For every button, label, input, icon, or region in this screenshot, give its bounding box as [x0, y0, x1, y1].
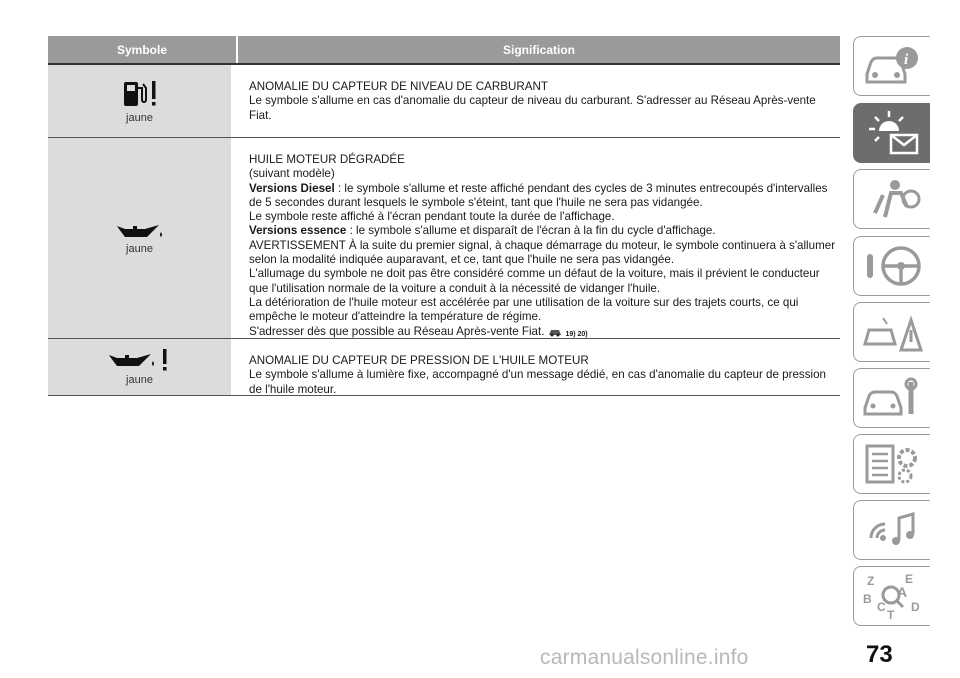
warning-text-3: La détérioration de l'huile moteur est accélérée par une utilisation de la voiture sur des trajets courts, ce qui empêche le moteur d'atteindre la température de régime.: [249, 295, 799, 324]
svg-text:i: i: [904, 52, 909, 68]
tab-maintenance[interactable]: [853, 368, 930, 428]
color-label: jaune: [126, 374, 153, 386]
row-text: Le symbole s'allume en cas d'anomalie du capteur de niveau du carburant. S'adresser au Réseau Après-vente Fiat.: [249, 94, 816, 122]
tab-multimedia[interactable]: [853, 500, 930, 560]
row-title: ANOMALIE DU CAPTEUR DE NIVEAU DE CARBURANT: [249, 80, 548, 93]
index-letter: B: [863, 592, 872, 606]
color-label: jaune: [126, 112, 153, 124]
index-letter: C: [877, 600, 886, 614]
steering-wheel-icon: [861, 244, 923, 288]
index-letter: D: [911, 600, 920, 614]
tab-driving[interactable]: [853, 236, 930, 296]
index-letter: A: [897, 584, 908, 600]
contact-text: S'adresser dès que possible au Réseau Après-vente Fiat.: [249, 324, 545, 338]
table-row: [48, 65, 840, 138]
row-subtitle: (suivant modèle): [249, 167, 335, 181]
meaning-cell: [236, 65, 840, 137]
watermark: carmanualsonline.info: [540, 646, 749, 669]
symbol-cell: [48, 339, 231, 395]
color-label: jaune: [126, 243, 153, 255]
accident-warning-icon: [861, 310, 923, 354]
tab-safety[interactable]: [853, 169, 930, 229]
airbag-seat-icon: [861, 177, 923, 221]
multimedia-icon: [861, 508, 923, 552]
meaning-cell: [236, 339, 840, 395]
warning-lights-table: [48, 36, 840, 396]
table-row: [48, 339, 840, 396]
car-wrench-icon: [861, 376, 923, 420]
symbol-cell: [48, 65, 231, 137]
warning-text: AVERTISSEMENT À la suite du premier signal, à chaque démarrage du moteur, le symbole continuera à s'allumer selon la modalité indiquée auparavant, et ce, tant que l'huile ne sera pas vidangée.: [249, 238, 836, 267]
essence-paragraph: [249, 224, 840, 238]
header-symbol: Symbole: [116, 42, 167, 57]
warning-light-message-icon: [861, 109, 923, 157]
symbol-cell: [48, 138, 231, 338]
warning-text-2: L'allumage du symbole ne doit pas être considéré comme un défaut de la voiture, mais il prévient le conducteur que l'utilisation normale de la voiture a conduit à la nécessité de vidanger l'huile.: [249, 267, 820, 295]
essence-label: Versions essence: [249, 224, 347, 238]
fuel-pump-warning-icon: [120, 78, 160, 110]
car-warning-icon: [548, 325, 562, 337]
tab-car-info[interactable]: [853, 36, 930, 96]
row-title: ANOMALIE DU CAPTEUR DE PRESSION DE L'HUILE MOTEUR: [249, 354, 589, 367]
table-header: [48, 36, 840, 65]
index-letter: E: [905, 572, 914, 586]
row-title: HUILE MOTEUR DÉGRADÉE: [249, 153, 405, 166]
essence-text: : le symbole s'allume et disparaît de l'écran à la fin du cycle d'affichage.: [349, 224, 716, 238]
car-info-icon: [861, 44, 923, 88]
index-letter: Z: [867, 574, 875, 588]
footnote-refs: 19) 20): [565, 330, 588, 338]
header-meaning: Signification: [236, 36, 840, 63]
diesel-paragraph: [249, 182, 840, 211]
diesel-label: Versions Diesel: [249, 181, 335, 195]
table-row: [48, 138, 840, 339]
diesel-text: : le symbole s'allume et reste affiché pendant des cycles de 3 minutes entrecoupés d'intervalles de 5 secondes durant lesquels le symbole s'éteint, tant que l'huile ne sera pas vidangée.: [249, 181, 828, 209]
diesel-text-2: Le symbole reste affiché à l'écran pendant toute la durée de l'affichage.: [249, 210, 615, 224]
index-letters-icon: [861, 571, 923, 621]
tab-warning-lights[interactable]: [853, 103, 930, 163]
specifications-gear-icon: [861, 442, 923, 486]
oil-pressure-warning-icon: [107, 348, 173, 372]
index-letter: T: [887, 608, 895, 621]
meaning-cell: [236, 138, 840, 338]
tab-index[interactable]: [853, 566, 930, 626]
page-number: 73: [866, 641, 893, 668]
row-text: Le symbole s'allume à lumière fixe, accompagné d'un message dédié, en cas d'anomalie du capteur de pression de l'huile moteur.: [249, 368, 826, 396]
tab-emergency[interactable]: [853, 302, 930, 362]
tab-specifications[interactable]: [853, 434, 930, 494]
oil-can-icon: [115, 221, 165, 241]
